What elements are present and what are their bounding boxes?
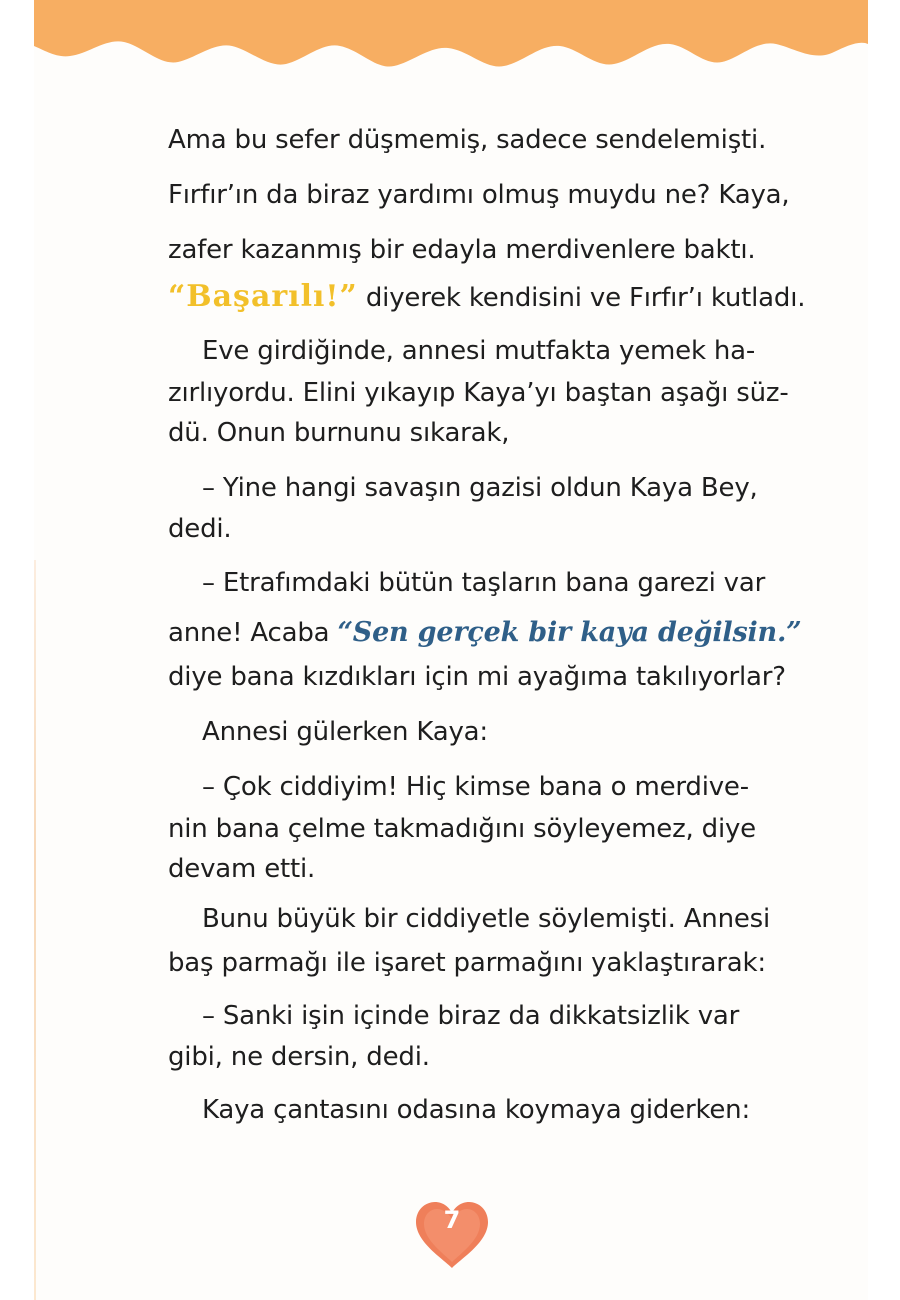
page-number: 7 (443, 1206, 461, 1234)
text-line-content: anne! Acaba (168, 618, 338, 648)
text-line-content: – Çok ciddiyim! Hiç kimse bana o merdive- (202, 772, 749, 802)
text-line-content: dü. Onun burnunu sıkarak, (168, 418, 510, 448)
text-line-content: nin bana çelme takmadığını söyleyemez, diye (168, 814, 756, 844)
text-line-content: Ama bu sefer düşmemiş, sadece sendelemişti. (168, 125, 767, 155)
text-line-content: zafer kazanmış bir edayla merdivenlere baktı. (168, 235, 756, 265)
text-line-content: devam etti. (168, 854, 316, 884)
text-line (168, 371, 789, 415)
text-line-content: baş parmağı ile işaret parmağını yaklaştırarak: (168, 948, 766, 978)
text-line (168, 228, 756, 272)
text-line (168, 611, 802, 655)
text-line (202, 466, 758, 510)
text-line-content: – Yine hangi savaşın gazisi oldun Kaya Bey, (202, 473, 758, 503)
text-line (168, 173, 790, 217)
text-line-content: Bunu büyük bir ciddiyetle söylemişti. Annesi (202, 904, 771, 934)
text-line-content: – Etrafımdaki bütün taşların bana garezi var (202, 568, 766, 598)
text-line-content: Annesi gülerken Kaya: (202, 717, 488, 747)
text-line-content: zırlıyordu. Elini yıkayıp Kaya’yı baştan aşağı süz- (168, 378, 789, 408)
text-line-content: Kaya çantasını odasına koymaya giderken: (202, 1095, 751, 1125)
text-line (202, 561, 766, 605)
text-line-content: Fırfır’ın da biraz yardımı olmuş muydu ne? Kaya, (168, 180, 790, 210)
text-line-content: Eve girdiğinde, annesi mutfakta yemek ha- (202, 336, 756, 366)
text-line (168, 411, 509, 455)
text-line (168, 655, 786, 699)
page-edge-tint (34, 560, 36, 1300)
text-line-content: – Sanki işin içinde biraz da dikkatsizlik var (202, 1001, 740, 1031)
text-line (202, 329, 756, 373)
highlight-quote: “Sen gerçek bir kaya değilsin.” (337, 617, 802, 648)
text-line (202, 1088, 750, 1132)
header-wave-decoration (34, 0, 868, 90)
text-line (168, 807, 756, 851)
text-line (168, 1035, 430, 1079)
text-line (202, 765, 749, 809)
text-line (168, 941, 766, 985)
page-number-badge (412, 1198, 492, 1270)
text-line (202, 994, 740, 1038)
text-line-content: gibi, ne dersin, dedi. (168, 1042, 430, 1072)
text-line (168, 118, 767, 162)
text-line-content: diye bana kızdıkları için mi ayağıma takılıyorlar? (168, 662, 786, 692)
text-line (202, 897, 771, 941)
text-line (168, 847, 315, 891)
text-line-content: diyerek kendisini ve Fırfır’ı kutladı. (357, 283, 806, 313)
text-line (202, 710, 488, 754)
text-line-content: dedi. (168, 514, 232, 544)
text-line (168, 507, 232, 551)
highlight-basarili: “Başarılı!” (168, 279, 358, 314)
text-line (168, 275, 806, 319)
